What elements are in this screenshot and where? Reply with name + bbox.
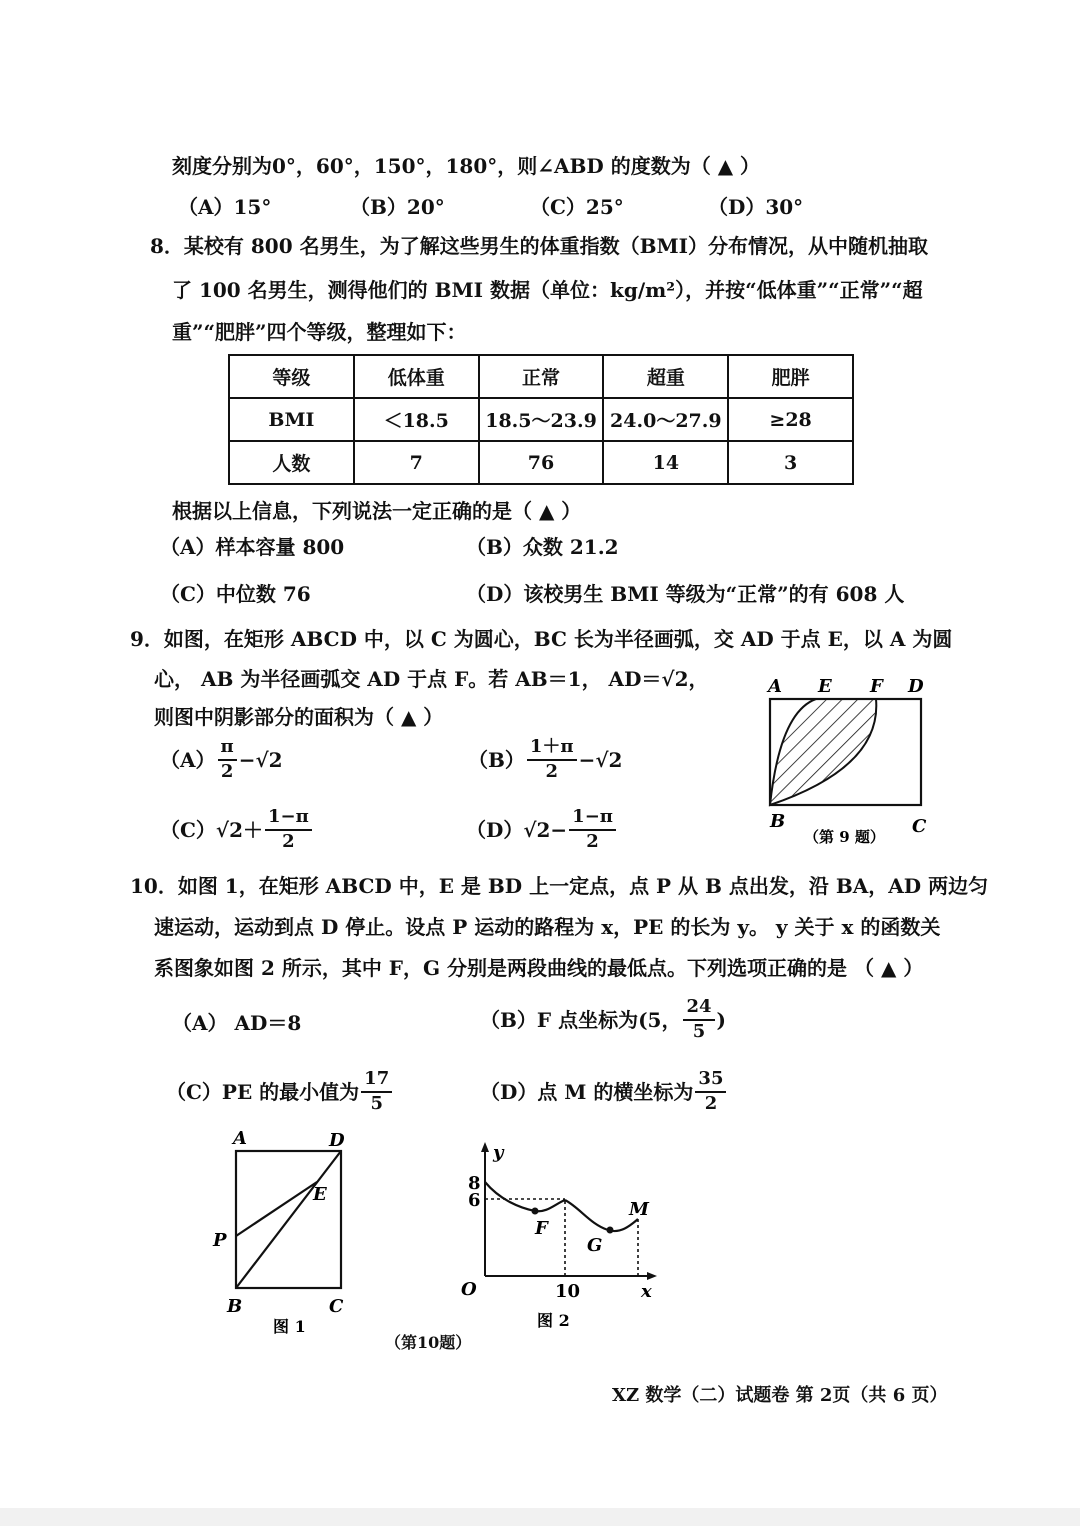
q7-option-a: （A）15°	[178, 195, 272, 219]
fraction	[569, 808, 616, 852]
q7-option-d: （D）30°	[708, 195, 804, 219]
q10-option-b	[480, 998, 726, 1042]
page-footer: XZ 数学（二）试题卷 第 2页（共 6 页）	[612, 1385, 948, 1406]
label-x: x	[641, 1281, 652, 1302]
table-cell: 14	[603, 441, 728, 484]
table-cell: 7	[354, 441, 479, 484]
q8-option-c: （C）中位数 76	[160, 582, 311, 606]
label-b: B	[227, 1296, 243, 1317]
fraction-denominator: 5	[370, 1092, 383, 1114]
table-cell: 76	[479, 441, 604, 484]
fraction-numerator: 1＋π	[527, 738, 577, 761]
shaded-region	[770, 699, 876, 805]
bottom-edge	[0, 1508, 1080, 1526]
fraction-denominator: 2	[704, 1092, 718, 1114]
option-suffix: )	[716, 1007, 726, 1032]
table-row	[229, 441, 853, 484]
label-f: F	[870, 676, 883, 697]
option-suffix: −√2	[578, 747, 623, 772]
fraction-denominator: 2	[220, 760, 234, 782]
table-cell: 24.0～27.9	[603, 398, 728, 441]
table-cell: 18.5～23.9	[479, 398, 604, 441]
option-label: （A）	[160, 747, 216, 772]
tick-label-8: 8	[468, 1173, 481, 1194]
option-label: （B）	[468, 747, 525, 772]
fraction-numerator: 35	[695, 1070, 726, 1093]
x-axis-arrow-icon	[647, 1272, 657, 1280]
q10-option-c	[166, 1070, 394, 1114]
q9-line2: 心， AB 为半径画弧交 AD 于点 F。若 AB＝1， AD＝√2，	[154, 667, 709, 691]
label-origin: O	[461, 1279, 477, 1300]
label-y: y	[493, 1142, 504, 1163]
table-cell: ＜18.5	[354, 398, 479, 441]
q8-line1: 8．某校有 800 名男生，为了解这些男生的体重指数（BMI）分布情况，从中随机抽取	[150, 234, 928, 258]
fraction	[361, 1070, 392, 1114]
option-suffix: −√2	[238, 747, 283, 772]
table-cell: 低体重	[354, 355, 479, 398]
q10-option-a: （A） AD＝8	[172, 1011, 302, 1035]
fraction-denominator: 2	[586, 830, 599, 852]
table-row	[229, 355, 853, 398]
table-cell: 人数	[229, 441, 354, 484]
q10-line1: 10．如图 1，在矩形 ABCD 中，E 是 BD 上一定点，点 P 从 B 点出发，沿 BA，AD 两边匀	[130, 874, 989, 898]
tick-label-10: 10	[555, 1281, 581, 1302]
label-e: E	[818, 676, 832, 697]
table-cell: 3	[728, 441, 853, 484]
table-cell: ≥28	[728, 398, 853, 441]
table-cell: 正常	[479, 355, 604, 398]
q9-option-d	[466, 808, 618, 852]
q7-stem: 刻度分别为0°，60°，150°，180°，则∠ABD 的度数为（ ▲ ）	[172, 154, 761, 178]
fraction	[683, 998, 714, 1042]
q10-line3: 系图象如图 2 所示，其中 F，G 分别是两段曲线的最低点。下列选项正确的是 （ ▲ ）	[154, 956, 924, 980]
q8-option-a: （A）样本容量 800	[160, 535, 345, 559]
option-prefix: （B）F 点坐标为(5，	[480, 1007, 682, 1032]
label-f: F	[535, 1218, 548, 1239]
fraction-numerator: 1−π	[569, 808, 616, 831]
option-prefix: （D）点 M 的横坐标为	[480, 1079, 694, 1104]
label-a: A	[233, 1128, 247, 1149]
fraction	[265, 808, 312, 852]
table-cell: BMI	[229, 398, 354, 441]
q7-option-c: （C）25°	[530, 195, 624, 219]
fraction-denominator: 2	[545, 760, 559, 782]
label-g: G	[587, 1235, 603, 1256]
q9-figure	[760, 672, 940, 852]
label-c: C	[912, 816, 927, 837]
label-e: E	[313, 1184, 327, 1205]
table-cell: 等级	[229, 355, 354, 398]
q10-figure-2	[455, 1138, 670, 1338]
q8-option-d: （D）该校男生 BMI 等级为“正常”的有 608 人	[466, 582, 905, 606]
point-f	[532, 1208, 539, 1215]
label-d: D	[908, 676, 924, 697]
fraction	[218, 738, 237, 782]
q10-caption: （第10题）	[385, 1333, 472, 1352]
q7-option-b: （B）20°	[350, 195, 445, 219]
q9-option-c	[160, 808, 314, 852]
label-b: B	[770, 811, 786, 832]
label-a: A	[768, 676, 782, 697]
q8-question: 根据以上信息，下列说法一定正确的是（ ▲ ）	[172, 499, 582, 523]
label-p: P	[213, 1230, 227, 1251]
figure-caption: （第 9 题）	[804, 828, 885, 846]
y-axis-arrow-icon	[481, 1142, 489, 1152]
tick-label-6: 6	[468, 1190, 481, 1211]
fraction	[527, 738, 577, 782]
figure-caption: 图 1	[273, 1317, 306, 1336]
point-g	[607, 1227, 614, 1234]
curve-segment-1	[485, 1182, 565, 1211]
q10-figure-1	[205, 1122, 375, 1342]
figure-caption: 图 2	[537, 1311, 570, 1330]
label-m: M	[629, 1199, 649, 1220]
q8-line3: 重”“肥胖”四个等级，整理如下：	[172, 320, 467, 344]
q8-option-b: （B）众数 21.2	[466, 535, 619, 559]
q9-option-b	[468, 738, 622, 782]
fraction-numerator: 1−π	[265, 808, 312, 831]
table-row	[229, 398, 853, 441]
fraction-denominator: 5	[692, 1020, 706, 1042]
fraction	[695, 1070, 726, 1114]
fraction-numerator: 17	[361, 1070, 392, 1093]
table-cell: 超重	[603, 355, 728, 398]
diagonal-bd	[236, 1151, 341, 1288]
curve-segment-2	[565, 1200, 638, 1231]
option-prefix: （C）PE 的最小值为	[166, 1079, 360, 1104]
label-d: D	[329, 1130, 345, 1151]
fraction-numerator: π	[218, 738, 237, 761]
segment-pe	[236, 1182, 317, 1236]
option-prefix: √2−	[523, 817, 568, 842]
fraction-denominator: 2	[282, 830, 295, 852]
label-c: C	[329, 1296, 344, 1317]
q9-option-a	[160, 738, 283, 782]
option-label: （C）	[160, 817, 216, 842]
q9-line3: 则图中阴影部分的面积为（ ▲ ）	[154, 705, 444, 729]
option-prefix: √2＋	[215, 817, 263, 842]
option-label: （D）	[466, 817, 524, 842]
table-cell: 肥胖	[728, 355, 853, 398]
q8-line2: 了 100 名男生，测得他们的 BMI 数据（单位：kg/m²），并按“低体重”“正常”“超	[172, 278, 923, 302]
q10-line2: 速运动，运动到点 D 停止。设点 P 运动的路程为 x，PE 的长为 y。 y 关于 x 的函数关	[154, 915, 941, 939]
bmi-table	[228, 354, 854, 485]
q9-line1: 9．如图，在矩形 ABCD 中，以 C 为圆心，BC 长为半径画弧，交 AD 于点 E，以 A 为圆	[130, 627, 953, 651]
q10-option-d	[480, 1070, 728, 1114]
fraction-numerator: 24	[683, 998, 714, 1021]
